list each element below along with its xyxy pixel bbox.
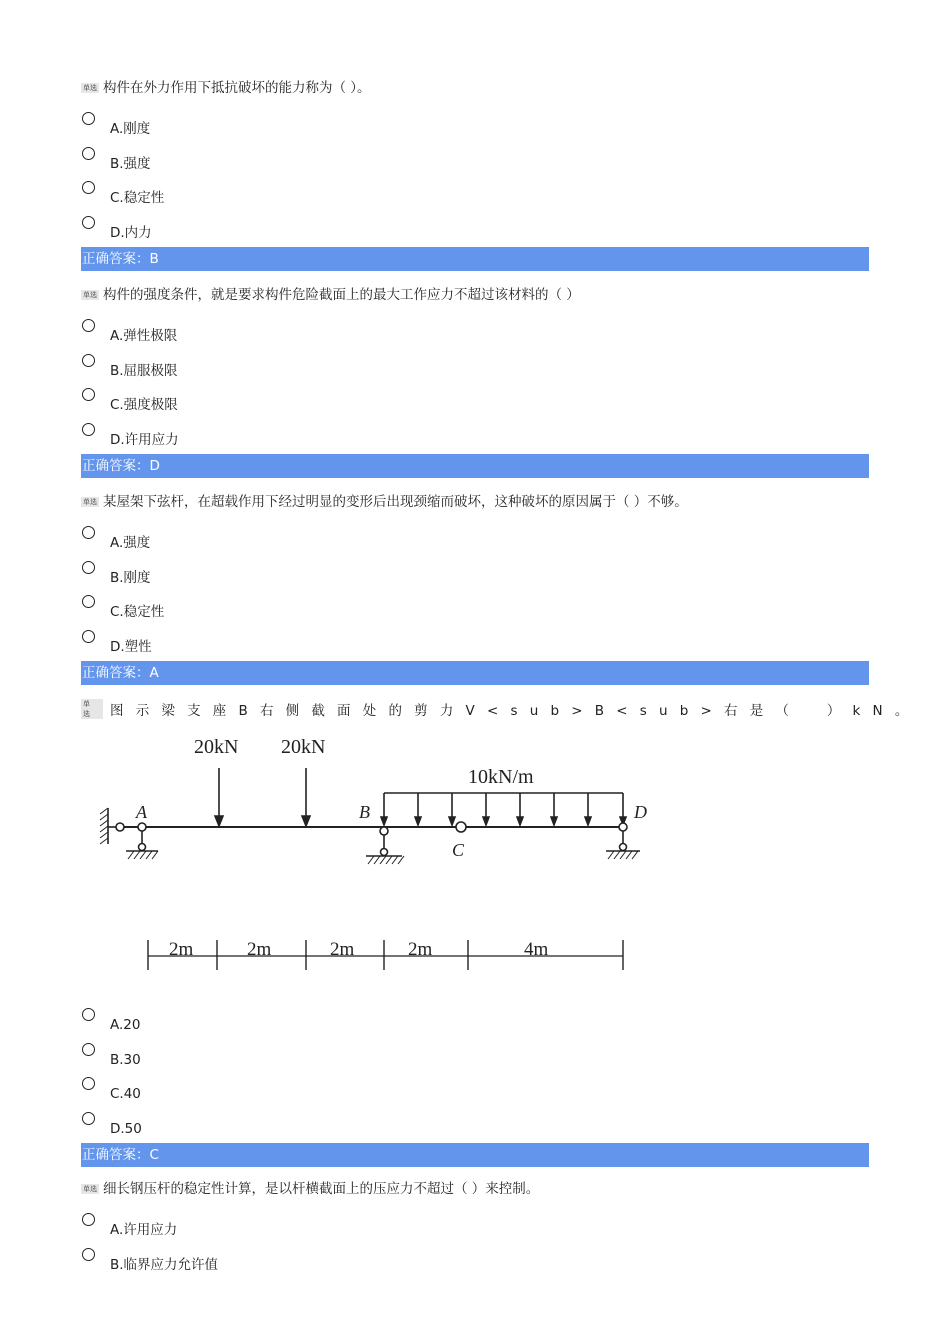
single-choice-tag: 单选 — [83, 84, 97, 92]
radio-icon[interactable] — [82, 354, 95, 367]
question-text: 构件的强度条件，就是要求构件危险截面上的最大工作应力不超过该材料的（ ） — [103, 287, 580, 303]
radio-icon[interactable] — [82, 112, 95, 125]
question-stem — [81, 285, 869, 305]
option-label: C.强度极限 — [110, 397, 178, 413]
option-label: A.许用应力 — [110, 1222, 178, 1238]
option-label: B.刚度 — [110, 569, 151, 586]
option-label: B.30 — [110, 1051, 141, 1068]
load-label-distributed: 10kN/m — [468, 766, 534, 788]
hinge-a — [138, 823, 146, 831]
load-label-2: 20kN — [281, 736, 326, 758]
question-1 — [81, 78, 869, 271]
load-label-1: 20kN — [194, 736, 239, 758]
question-2 — [81, 285, 869, 478]
option-label: D.许用应力 — [110, 431, 179, 448]
radio-icon[interactable] — [82, 630, 95, 643]
radio-icon[interactable] — [82, 1008, 95, 1021]
option-c[interactable] — [81, 179, 869, 214]
option-label: D.内力 — [110, 224, 152, 241]
question-5 — [81, 1179, 869, 1280]
question-text: 某屋架下弦杆，在超载作用下经过明显的变形后出现颈缩而破坏，这种破坏的原因属于（ ）不够。 — [103, 494, 688, 510]
dimension-ticks — [148, 940, 623, 970]
radio-icon[interactable] — [82, 319, 95, 332]
question-stem — [81, 78, 869, 98]
span-label-1: 2m — [169, 939, 194, 960]
option-label: D.50 — [110, 1120, 142, 1137]
question-text: 细长钢压杆的稳定性计算，是以杆横截面上的压应力不超过（ ）来控制。 — [103, 1181, 540, 1197]
question-stem — [81, 1179, 869, 1199]
single-choice-tag: 单选 — [83, 1185, 97, 1193]
option-a[interactable] — [81, 317, 869, 352]
question-3 — [81, 492, 869, 685]
option-a[interactable] — [81, 524, 869, 559]
span-label-3: 2m — [330, 939, 355, 960]
distributed-load-arrows — [381, 793, 626, 825]
option-label: A.刚度 — [110, 121, 151, 137]
hinge-b — [380, 827, 388, 835]
radio-icon[interactable] — [82, 595, 95, 608]
option-a[interactable] — [81, 1006, 869, 1041]
radio-icon[interactable] — [82, 1043, 95, 1056]
answer-bar: 正确答案：C — [81, 1143, 869, 1167]
option-d[interactable] — [81, 628, 869, 661]
option-label: D.塑性 — [110, 638, 152, 655]
radio-icon[interactable] — [82, 423, 95, 436]
question-stem — [81, 699, 921, 719]
option-label: C.稳定性 — [110, 604, 165, 620]
point-label-d: D — [634, 802, 647, 822]
option-d[interactable] — [81, 1110, 869, 1143]
single-choice-tag: 单选 — [83, 498, 97, 506]
option-label: B.屈服极限 — [110, 362, 178, 379]
option-d[interactable] — [81, 421, 869, 454]
option-label: B.强度 — [110, 155, 151, 172]
option-d[interactable] — [81, 214, 869, 247]
option-a[interactable] — [81, 110, 869, 145]
support-d-hatch — [608, 851, 638, 859]
single-choice-tag: 单选 — [81, 699, 103, 719]
question-4 — [81, 699, 921, 719]
question-text: 构件在外力作用下抵抗破坏的能力称为（ ）。 — [103, 80, 371, 96]
point-label-b: B — [359, 802, 370, 822]
wall-hatch — [100, 808, 108, 844]
option-c[interactable] — [81, 1075, 869, 1110]
support-b-hatch — [368, 856, 404, 864]
option-b[interactable] — [81, 145, 869, 180]
option-b[interactable] — [81, 1246, 869, 1281]
radio-icon[interactable] — [82, 1248, 95, 1261]
hinge-d — [619, 823, 627, 831]
beam-diagram — [96, 730, 666, 980]
radio-icon[interactable] — [82, 216, 95, 229]
option-label: A.强度 — [110, 535, 151, 551]
option-label: A.弹性极限 — [110, 328, 178, 344]
option-b[interactable] — [81, 352, 869, 387]
support-a-hatch — [128, 851, 158, 859]
radio-icon[interactable] — [82, 561, 95, 574]
answer-bar: 正确答案：D — [81, 454, 869, 478]
option-label: C.40 — [110, 1086, 141, 1102]
span-label-4: 2m — [408, 939, 433, 960]
question-4-options — [81, 1006, 869, 1167]
span-label-2: 2m — [247, 939, 272, 960]
option-b[interactable] — [81, 1041, 869, 1076]
option-c[interactable] — [81, 386, 869, 421]
radio-icon[interactable] — [82, 1112, 95, 1125]
radio-icon[interactable] — [82, 147, 95, 160]
span-label-5: 4m — [524, 939, 549, 960]
radio-icon[interactable] — [82, 526, 95, 539]
single-choice-tag: 单选 — [83, 291, 97, 299]
question-text: 图示梁支座B右侧截面处的剪力V<sub>B<sub>右是（ ）kN。 — [110, 703, 921, 719]
option-label: A.20 — [110, 1017, 141, 1033]
option-b[interactable] — [81, 559, 869, 594]
radio-icon[interactable] — [82, 388, 95, 401]
radio-icon[interactable] — [82, 1077, 95, 1090]
answer-bar: 正确答案：B — [81, 247, 869, 271]
radio-icon[interactable] — [82, 181, 95, 194]
option-a[interactable] — [81, 1211, 869, 1246]
option-c[interactable] — [81, 593, 869, 628]
answer-bar: 正确答案：A — [81, 661, 869, 685]
hinge-c — [456, 822, 466, 832]
question-stem — [81, 492, 869, 512]
hinge-a-horizontal — [116, 823, 124, 831]
point-label-c: C — [452, 840, 465, 860]
radio-icon[interactable] — [82, 1213, 95, 1226]
option-label: C.稳定性 — [110, 190, 165, 206]
option-label: B.临界应力允许值 — [110, 1256, 219, 1273]
point-label-a: A — [136, 802, 147, 822]
